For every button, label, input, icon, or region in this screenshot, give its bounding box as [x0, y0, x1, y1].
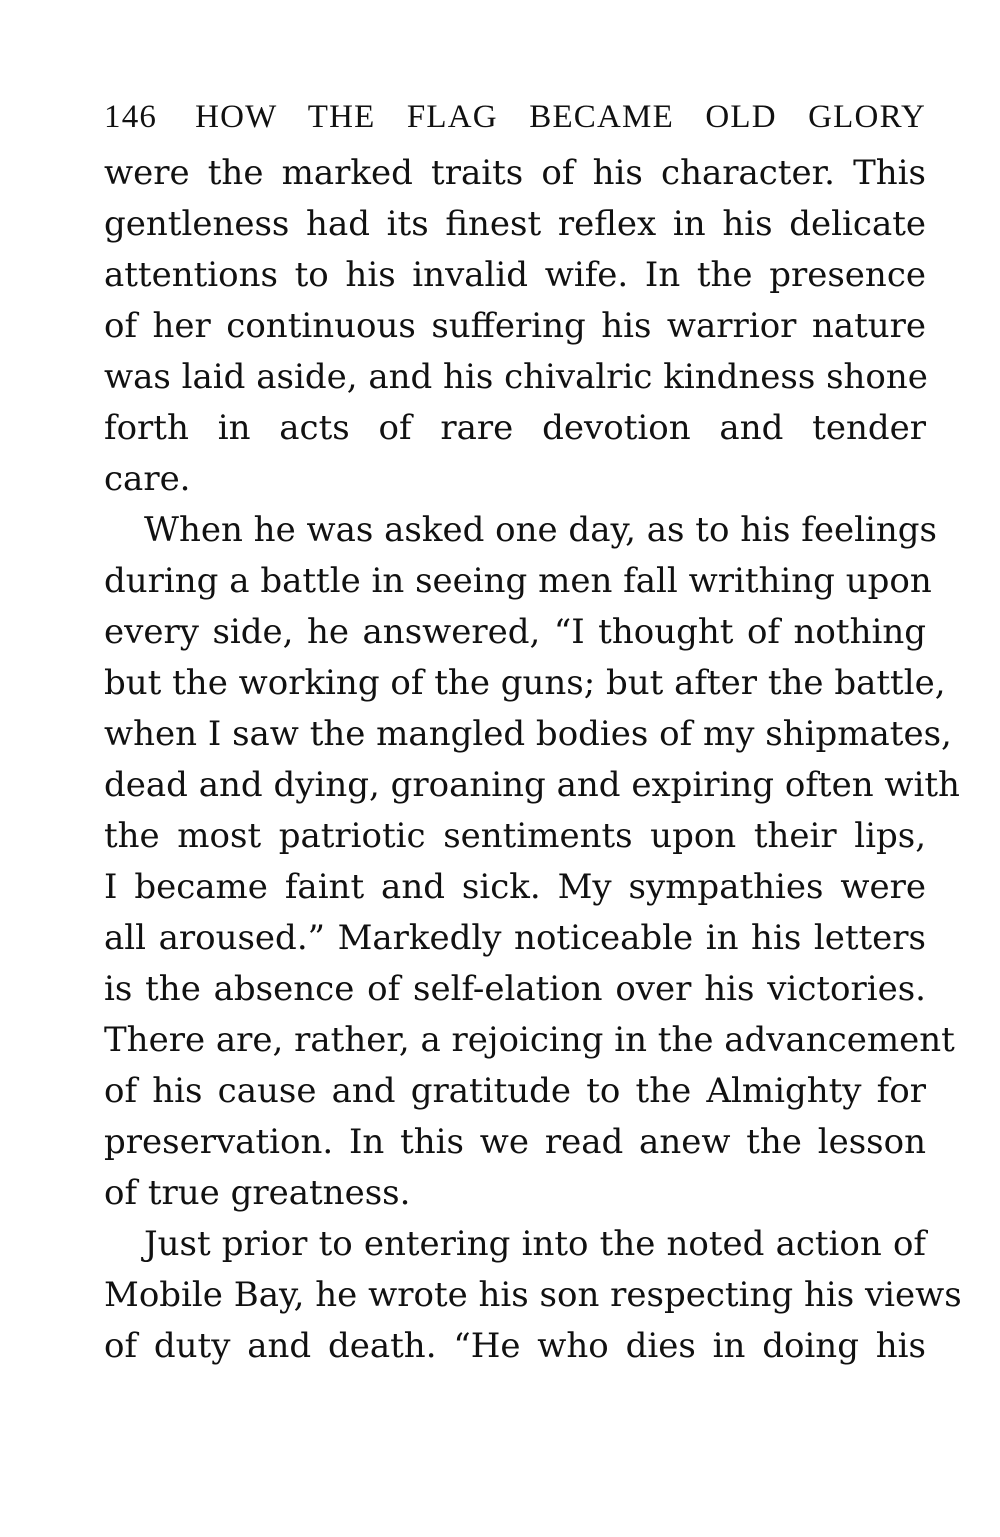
text-line: Mobile Bay, he wrote his son respecting his views	[104, 1275, 962, 1315]
text-line: I became faint and sick. My sympathies were	[104, 867, 926, 907]
book-title: HOW THE FLAG BECAME OLD GLORY	[195, 99, 926, 135]
text-line: was laid aside, and his chivalric kindness shone	[104, 357, 928, 397]
text-line: attentions to his invalid wife. In the presence	[104, 255, 926, 295]
text-line: but the working of the guns; but after the battle,	[104, 663, 946, 703]
text-line: of his cause and gratitude to the Almighty for	[104, 1071, 926, 1111]
text-line: during a battle in seeing men fall writhing upon	[104, 561, 932, 601]
paragraph-1	[104, 148, 926, 505]
book-page	[104, 92, 962, 1372]
text-line: of true greatness.	[104, 1173, 411, 1213]
text-line: when I saw the mangled bodies of my shipmates,	[104, 714, 952, 754]
text-line: of her continuous suffering his warrior nature	[104, 306, 926, 346]
text-line: dead and dying, groaning and expiring often with	[104, 765, 960, 805]
text-line: the most patriotic sentiments upon their lips,	[104, 816, 926, 856]
page-number: 146	[104, 99, 158, 135]
text-line: gentleness had its finest reflex in his delicate	[104, 204, 926, 244]
text-line: There are, rather, a rejoicing in the advancement	[104, 1020, 955, 1060]
text-line: Just prior to entering into the noted action of	[144, 1224, 926, 1264]
text-line: is the absence of self-elation over his victories.	[104, 969, 926, 1009]
text-line: When he was asked one day, as to his feelings	[144, 510, 937, 550]
running-head	[104, 92, 926, 148]
paragraph-2	[104, 505, 960, 1219]
text-line: every side, he answered, “I thought of nothing	[104, 612, 926, 652]
text-line: preservation. In this we read anew the lesson	[104, 1122, 926, 1162]
text-line: care.	[104, 459, 191, 499]
text-line: were the marked traits of his character. This	[104, 153, 926, 193]
text-line: all aroused.” Markedly noticeable in his letters	[104, 918, 926, 958]
text-line: of duty and death. “He who dies in doing his	[104, 1326, 926, 1366]
paragraph-3	[104, 1219, 962, 1372]
text-line: forth in acts of rare devotion and tender	[104, 408, 926, 448]
